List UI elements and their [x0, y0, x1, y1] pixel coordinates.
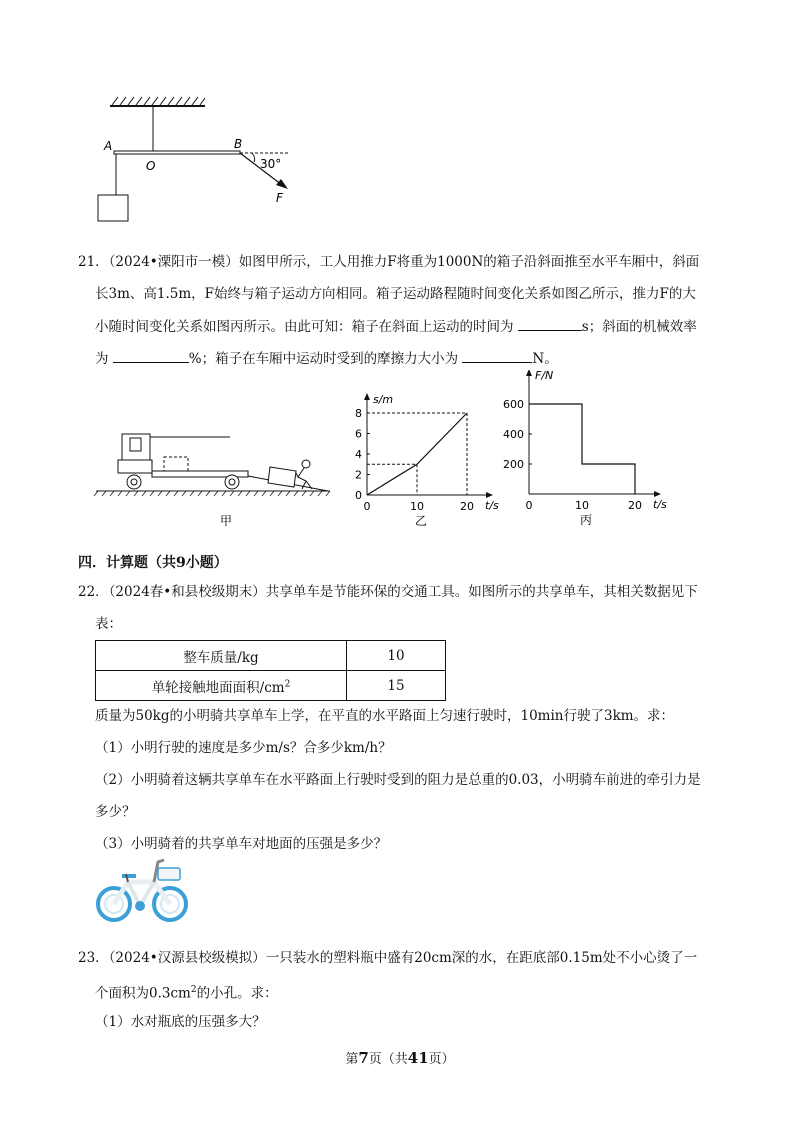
- series-line: [529, 404, 635, 494]
- table-cell-value: 10: [347, 641, 446, 671]
- q23-line1: 23．（2024•汉源县校级模拟）一只装水的塑料瓶中盛有20cm深的水，在距底部0.15m处不小心烫了一: [78, 950, 698, 966]
- q22-line2: 表：: [95, 616, 122, 632]
- table-cell-value: 15: [347, 671, 446, 701]
- label-f: F: [276, 191, 283, 205]
- y-tick-label: 4: [355, 448, 362, 461]
- table-cell-label: 单轮接触地面面积$/cm^2$: [96, 671, 347, 701]
- x-tick-label: 0: [525, 499, 533, 512]
- bike-data-table: [95, 640, 446, 701]
- q23-line2: 个面积为$0.3cm^2$的小孔。求：: [95, 985, 278, 1002]
- q21-line4: 为 %；箱子在车厢中运动时受到的摩擦力大小为 N。: [95, 348, 558, 369]
- q23-number: 23．: [78, 950, 109, 966]
- y-axis-label: s/m: [373, 393, 394, 406]
- page-number: 7: [358, 1049, 369, 1067]
- y-tick-label: 2: [355, 468, 362, 482]
- y-axis-label: F/N: [535, 370, 554, 382]
- x-tick-label: 10: [410, 500, 424, 513]
- q22-number: 22．: [78, 584, 109, 600]
- angle-label: 30°: [260, 157, 282, 171]
- q22-sub2a: （2）小明骑着这辆共享单车在水平路面上行驶时受到的阻力是总重的0.03，小明骑车前进的牵引力是: [95, 772, 701, 788]
- table-row: [96, 641, 446, 671]
- q22-sub3: （3）小明骑着的共享单车对地面的压强是多少？: [95, 836, 388, 852]
- truck-ramp-figure: [92, 425, 344, 535]
- lever-figure: [90, 92, 310, 227]
- chart-f-t: [500, 370, 675, 530]
- table-cell-label: 整车质量/kg: [96, 641, 347, 671]
- x-axis-arrow: [486, 492, 493, 498]
- caption-jia: 甲: [219, 514, 233, 528]
- blank-friction[interactable]: [462, 348, 532, 363]
- x-axis-label: t/s: [653, 498, 667, 511]
- x-tick-label: 0: [363, 500, 371, 513]
- y-tick-label: 8: [355, 407, 362, 420]
- page-total: 41: [407, 1049, 429, 1067]
- label-a: A: [104, 139, 113, 153]
- y-tick-label: 0: [355, 489, 362, 502]
- q23-sub1: （1）水对瓶底的压强多大？: [95, 1014, 266, 1030]
- q21-line1: 21．（2024•溧阳市一模）如图甲所示，工人用推力F将重为1000N的箱子沿斜面推至水平车厢中，斜面: [78, 254, 700, 270]
- y-tick-label: 200: [503, 458, 524, 471]
- y-tick-label: 600: [503, 398, 524, 411]
- x-axis-arrow: [654, 491, 661, 497]
- y-axis-arrow: [364, 393, 370, 400]
- y-axis-arrow: [526, 370, 532, 376]
- x-tick-label: 20: [460, 500, 474, 513]
- x-tick-label: 10: [575, 499, 589, 512]
- chart-caption: 丙: [579, 513, 593, 527]
- label-b: B: [234, 137, 243, 151]
- series-line: [367, 413, 467, 495]
- q22-line3: 质量为50kg的小明骑共享单车上学，在平直的水平路面上匀速行驶时，10min行驶了3km。求：: [95, 708, 675, 724]
- section-heading: 四．计算题（共9小题）: [78, 555, 228, 571]
- q21-number: 21．: [78, 254, 109, 270]
- q22-sub1: （1）小明行驶的速度是多少m/s？合多少km/h？: [95, 740, 392, 756]
- x-axis-label: t/s: [485, 499, 499, 512]
- chart-s-t: [343, 385, 505, 530]
- blank-efficiency[interactable]: [113, 348, 189, 363]
- q21-line3: 小随时间变化关系如图丙所示。由此可知：箱子在斜面上运动的时间为 s；斜面的机械效率: [95, 316, 697, 337]
- chart-caption: 乙: [414, 514, 428, 528]
- page-footer: 第7页（共41页）: [345, 1049, 455, 1067]
- x-tick-label: 20: [628, 499, 642, 512]
- bicycle-image: [92, 852, 192, 927]
- q21-line2: 长3m、高1.5m，F始终与箱子运动方向相同。箱子运动路程随时间变化关系如图乙所示，推力F的大: [95, 286, 696, 302]
- blank-time[interactable]: [518, 316, 582, 331]
- table-row: [96, 671, 446, 701]
- label-o: O: [146, 159, 156, 173]
- q22-sub2b: 多少？: [95, 804, 136, 820]
- y-tick-label: 400: [503, 428, 524, 441]
- q22-line1: 22．（2024春•和县校级期末）共享单车是节能环保的交通工具。如图所示的共享单车，其相关数据见下: [78, 584, 698, 600]
- y-tick-label: 6: [355, 427, 362, 441]
